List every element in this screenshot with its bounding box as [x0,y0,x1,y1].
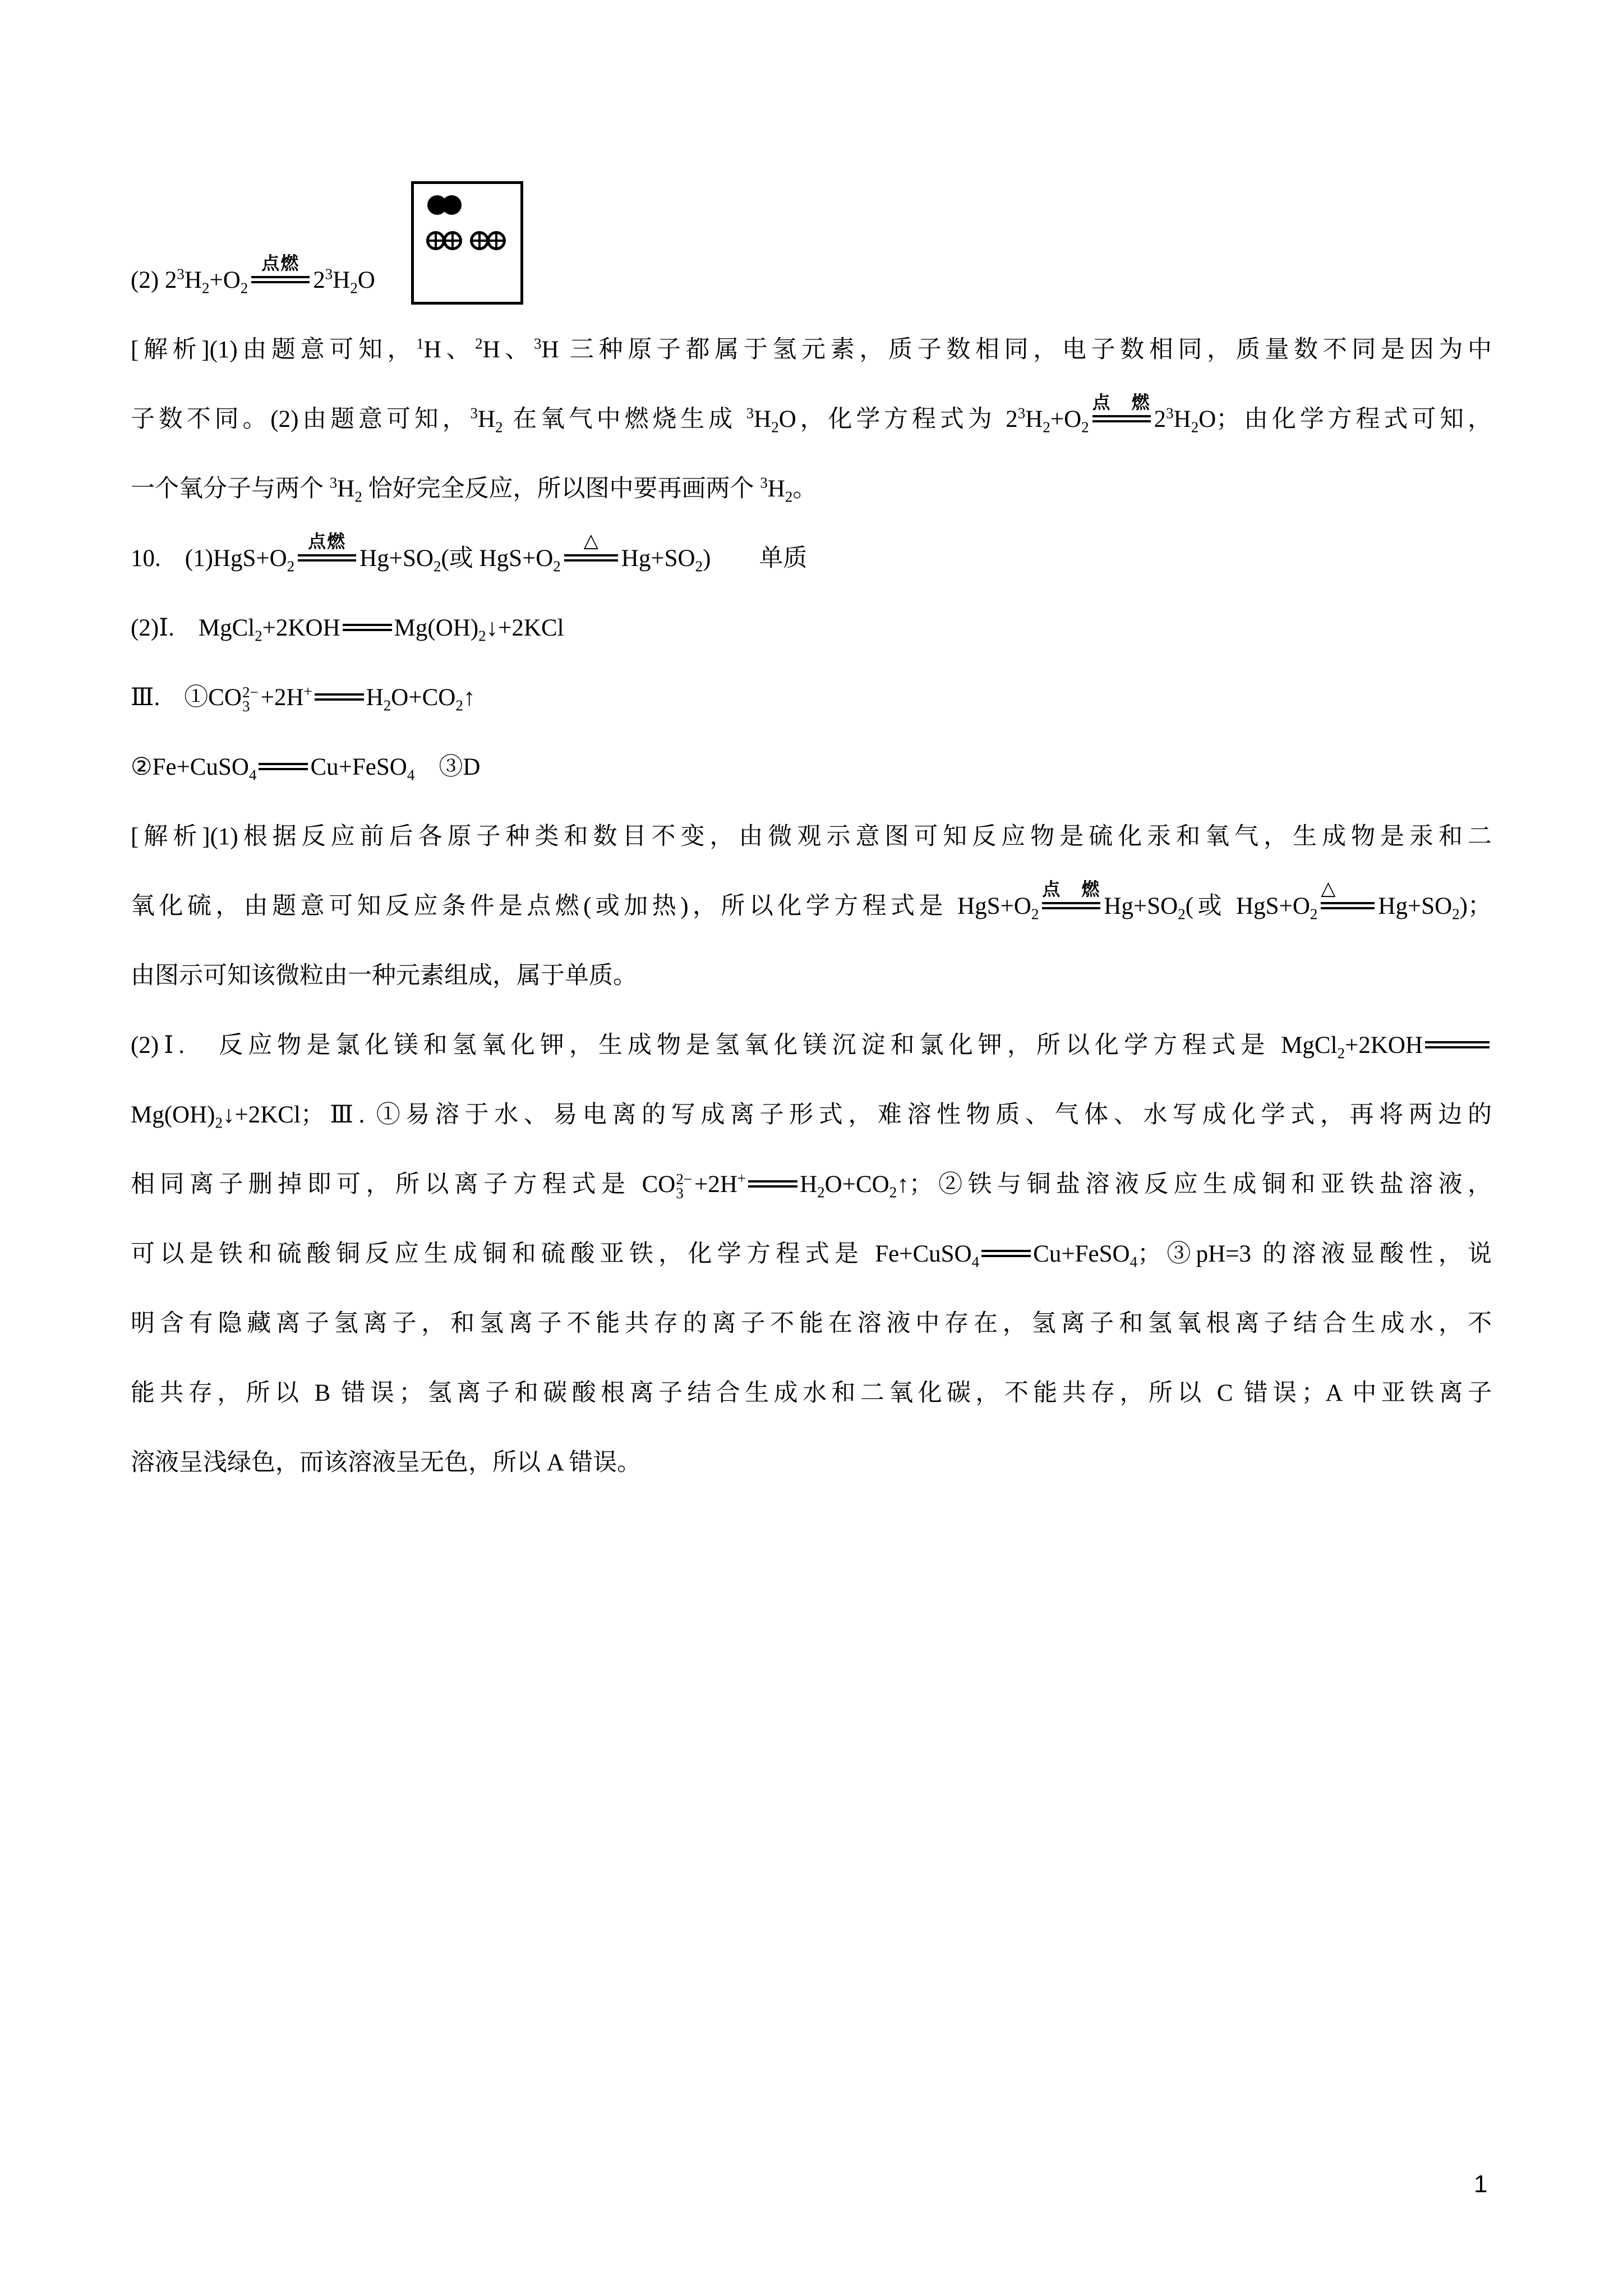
subscript: 2 [240,279,248,297]
superscript: 3 [533,335,542,352]
analysis-10-line-4 [131,1011,1492,1080]
reaction-condition-over-equals [1042,880,1100,909]
subscript: 2 [889,1184,897,1201]
superscript: 3 [760,474,768,491]
filled-diatomic-molecule [427,195,462,215]
subscript: 2 [1191,418,1199,436]
heat-triangle-symbol: △ [1321,879,1336,900]
text-run: 溶液呈浅绿色，而该溶液呈无色，所以 A 错误。 [131,1450,642,1476]
text-run: ②Fe+CuSO [131,754,249,780]
double-line-equals [1321,902,1375,909]
subscript: 2 [255,627,262,645]
analysis-10-line-10 [131,1428,1492,1498]
text-run: ↓+2KCl [486,615,564,641]
text-run: (或 HgS+O [441,545,554,572]
text-run: H [184,267,202,293]
text-run: H、 [482,337,534,363]
subscript: 4 [1129,1253,1138,1271]
answer-10-2-I [131,593,1492,663]
analysis-10-line-7 [131,1220,1492,1289]
text-run: O+CO [824,1171,889,1198]
subscript: 2 [354,488,362,505]
text-run: 在氧气中燃烧生成 [502,406,746,432]
double-line-equals [259,763,308,770]
text-run: H [1025,406,1043,432]
analysis-9-line-1 [131,315,1492,385]
text-run: H [754,406,772,432]
answer-10-1 [131,524,1492,593]
answer-10-III-1 [131,663,1492,733]
text-run: +O [1050,406,1082,432]
subscript: 2 [1337,1045,1345,1062]
text-run: 能共存，所以 B 错误；氢离子和碳酸根离子结合生成水和二氧化碳，不能共存，所以 C 错误；A 中亚铁离子 [131,1380,1492,1406]
double-line-equals [1042,902,1100,909]
reaction-condition-over-equals [564,531,618,562]
superscript: + [737,1170,746,1187]
superscript: 1 [416,335,424,352]
answer-10-III-2 [131,733,1492,802]
text-run: 一个氧分子与两个 [131,476,330,502]
subscript: 2 [695,558,703,575]
text-run: H、 [423,337,476,363]
text-run: Hg+SO [621,545,695,572]
text-run: +2KOH [1345,1032,1423,1059]
text-run: 相同离子删掉即可，所以离子方程式是 CO [131,1171,676,1198]
text-run: O，化学方程式为 2 [778,406,1018,432]
text-run: H [333,267,351,293]
text-run: 氧化硫，由题意可知反应条件是点燃(或加热)，所以化学方程式是 HgS+O [131,893,1031,919]
text-run: (或 HgS+O [1185,893,1310,919]
ignite-condition-label: 点燃 [1042,880,1101,900]
subscript: 2 [201,279,210,297]
text-run: Mg(OH) [394,615,479,641]
text-run: H [800,1171,818,1198]
superscript: 3 [1166,404,1174,422]
analysis-10-line-9 [131,1359,1492,1428]
text-run: (2)Ⅰ. 反应物是氯化镁和氢氧化钾，生成物是氢氧化镁沉淀和氯化钾，所以化学方程式是 MgCl [131,1032,1338,1059]
analysis-10-line-6 [131,1150,1492,1220]
superscript: 3 [470,404,478,422]
ignite-condition-label: 点燃 [1092,393,1151,413]
text-run: H [366,684,384,711]
subscript: 2 [455,697,463,714]
double-line-equals [1425,1041,1490,1048]
superscript: + [303,683,312,700]
text-run: Cu+FeSO [1033,1241,1130,1267]
text-run: 2 [313,267,325,293]
charge-over-subscript: 2− 3 [242,685,259,714]
analysis-10-line-5 [131,1080,1492,1150]
subscript: 2 [817,1184,825,1201]
text-run: ↑；②铁与铜盐溶液反应生成铜和亚铁盐溶液， [897,1171,1492,1198]
superscript: 2 [475,335,483,352]
text-run: Hg+SO [359,545,434,572]
subscript: 2 [553,558,561,575]
subscript: 2 [1031,905,1039,923]
text-run: 由图示可知该微粒由一种元素组成，属于单质。 [131,963,637,989]
subscript: 2 [1043,418,1050,436]
text-run: ↑ [463,684,476,711]
text-run: 明含有隐藏离子氢离子，和氢离子不能共存的离子不能在溶液中存在，氢离子和氢氧根离子结合生成水，不 [131,1310,1492,1337]
text-run: ；③pH=3 的溶液显酸性，说 [1137,1241,1492,1267]
page-number: 1 [1474,2170,1488,2198]
text-run: Cu+FeSO [310,754,407,780]
heat-triangle-symbol: △ [583,531,598,552]
double-line-equals [981,1250,1031,1257]
text-run: ) 单质 [703,545,808,572]
text-run: (2) 2 [131,267,177,293]
analysis-10-line-8 [131,1289,1492,1359]
text-run: +2H [694,1171,737,1198]
text-run: 可以是铁和硫酸铜反应生成铜和硫酸亚铁，化学方程式是 Fe+CuSO [131,1241,972,1267]
text-run: +2KOH [262,615,340,641]
superscript: 3 [1017,404,1026,422]
double-line-equals [251,276,310,283]
text-run: O；由化学方程式可知， [1198,406,1492,432]
subscript: 2 [1310,905,1318,923]
superscript: 3 [746,404,754,422]
text-run: 。 [792,476,817,502]
superscript: 3 [329,474,338,491]
text-run: [解析](1)根据反应前后各原子种类和数目不变，由微观示意图可知反应物是硫化汞和氧气，生成物是汞和二 [131,823,1492,850]
subscript: 2 [785,488,793,505]
subscript: 2 [495,418,503,436]
subscript: 2 [1452,905,1460,923]
reaction-condition-over-equals [1092,393,1151,422]
superscript: 3 [325,265,333,283]
double-line-equals [315,693,364,701]
text-run: Hg+SO [1378,893,1453,919]
analysis-10-line-2 [131,872,1492,941]
text-run: Mg(OH) [131,1102,215,1128]
text-run: +O [209,267,241,293]
analysis-9-line-2 [131,385,1492,454]
subscript: 2 [1081,418,1089,436]
charge-over-subscript: 2− 3 [676,1172,693,1201]
text-run: ↓+2KCl；Ⅲ. ①易溶于水、易电离的写成离子形式，难溶性物质、气体、水写成化学式，再将两边的 [222,1102,1492,1128]
analysis-10-line-1 [131,802,1492,872]
text-run: H [337,476,355,502]
text-run: ③D [414,754,481,780]
subscript: 4 [407,766,415,784]
subscript: 2 [771,418,779,436]
text-run: [解析](1)由题意可知， [131,337,417,363]
text-run: )； [1459,893,1492,919]
text-run: H [767,476,785,502]
text-run: Hg+SO [1104,893,1178,919]
text-run: O [357,267,375,293]
double-line-equals [748,1180,797,1188]
filled-atom-icon [442,195,462,215]
subscript: 4 [248,766,257,784]
text-run: 2 [1154,406,1166,432]
subscript: 4 [971,1253,980,1271]
reaction-condition-over-equals [298,532,356,562]
reaction-condition-over-equals [1321,879,1375,909]
text-run: 10. (1)HgS+O [131,545,287,572]
text-run: H [1173,406,1191,432]
answer-document-body [131,246,1492,1498]
text-run: O+CO [391,684,456,711]
double-line-equals [564,554,618,562]
subscript: 2 [478,627,486,645]
subscript: 2 [383,697,391,714]
subscript: 2 [215,1114,223,1131]
text-run: 恰好完全反应，所以图中要再画两个 [362,476,760,502]
text-run: H [477,406,496,432]
text-run: H 三种原子都属于氢元素，质子数相同，电子数相同，质量数不同是因为中 [541,337,1492,363]
subscript: 2 [287,558,295,575]
superscript: 3 [177,265,185,283]
ignite-condition-label: 点燃 [308,532,347,552]
subscript: 2 [350,279,358,297]
text-run: (2)Ⅰ. MgCl [131,615,255,641]
analysis-9-line-3 [131,454,1492,524]
subscript: 2 [433,558,441,575]
double-line-equals [1092,415,1151,422]
double-line-equals [343,624,392,631]
text-run: 子数不同。(2)由题意可知， [131,406,471,432]
text-run: Ⅲ. ①CO [131,684,242,711]
text-run: +2H [260,684,304,711]
analysis-10-line-3 [131,941,1492,1011]
reaction-condition-over-equals [251,254,310,283]
double-line-equals [298,554,356,562]
equation-2-h2-o2 [131,246,1492,315]
ignite-condition-label: 点燃 [261,254,300,274]
subscript: 2 [1178,905,1186,923]
